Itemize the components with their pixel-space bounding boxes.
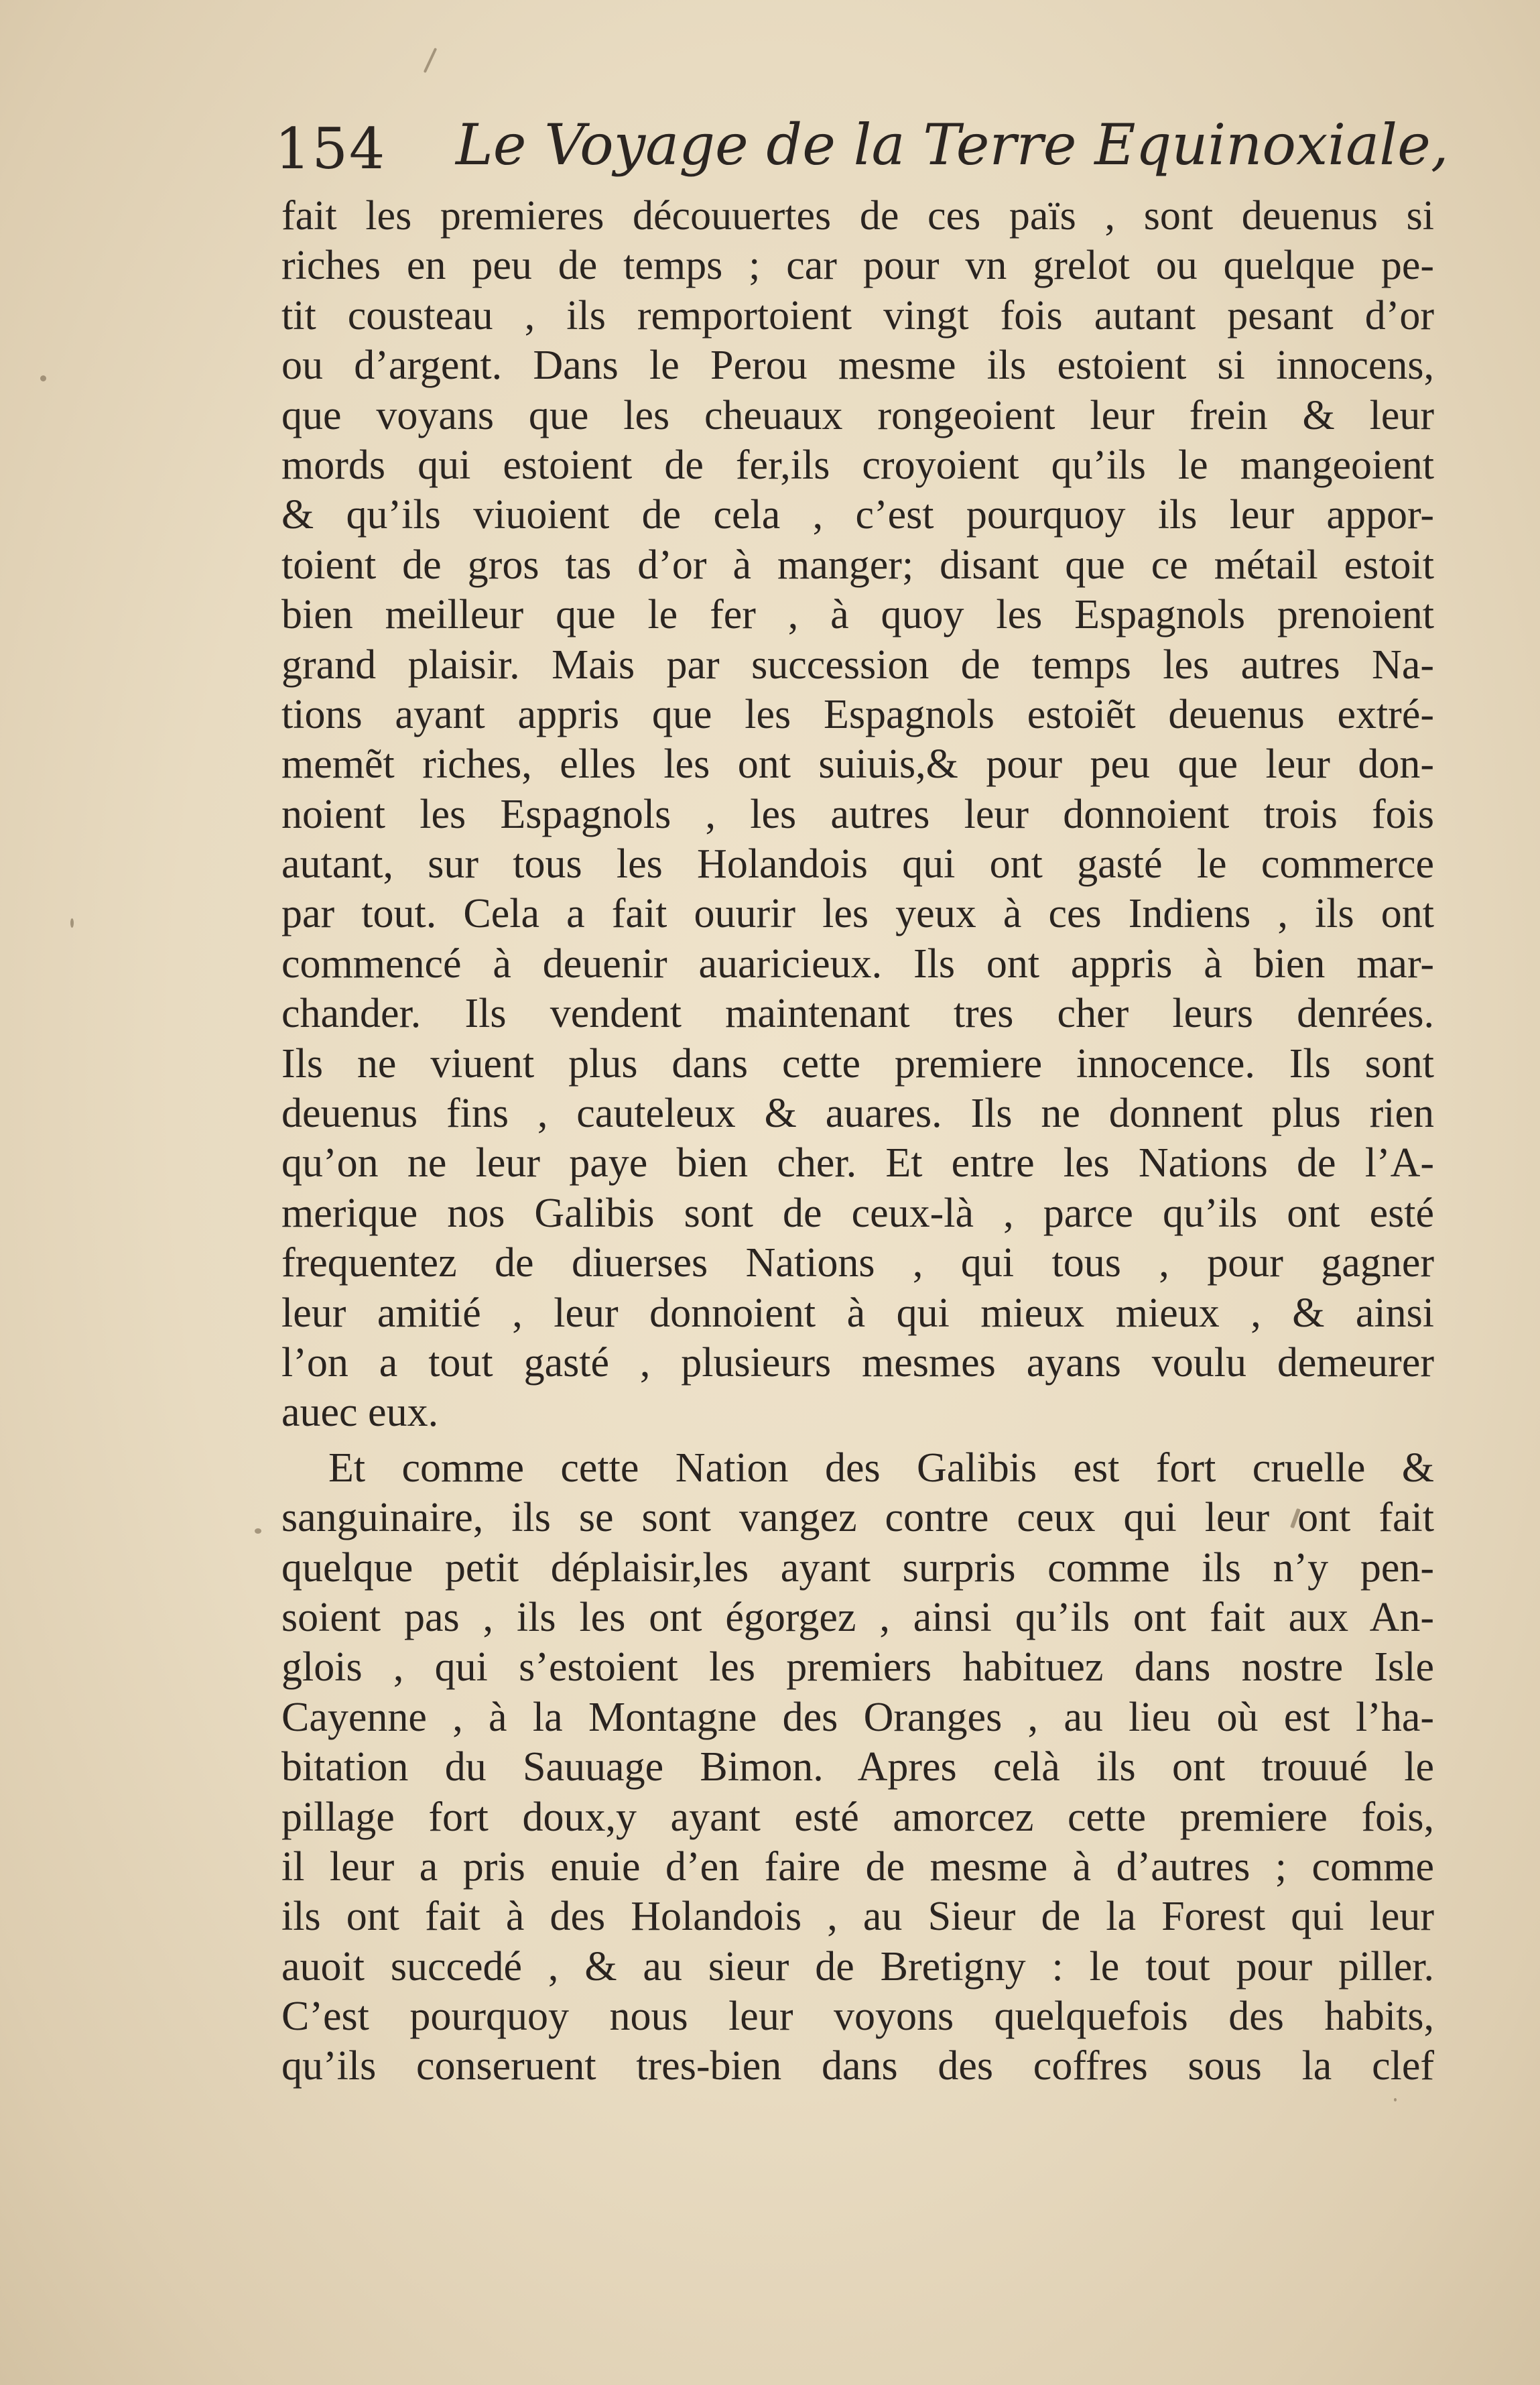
text-line: ou d’argent. Dans le Perou mesme ils estoient si innocens,: [281, 343, 1434, 389]
text-line: quelque petit déplaisir,les ayant surpris comme ils n’y pen-: [281, 1544, 1434, 1591]
text-line: noient les Espagnols , les autres leur donnoient trois fois: [281, 791, 1434, 837]
text-line: chander. Ils vendent maintenant tres cher leurs denrées.: [281, 991, 1434, 1037]
text-line: Cayenne , à la Montagne des Oranges , au lieu où est l’ha-: [281, 1694, 1434, 1740]
text-line: Et comme cette Nation des Galibis est fort cruelle &: [328, 1445, 1434, 1491]
text-line: qu’ils conseruent tres-bien dans des coffres sous la clef: [281, 2043, 1434, 2089]
text-line: par tout. Cela a fait ouurir les yeux à ces Indiens , ils ont: [281, 891, 1434, 937]
text-line: leur amitié , leur donnoient à qui mieux mieux , & ainsi: [281, 1290, 1434, 1336]
text-line: C’est pourquoy nous leur voyons quelquefois des habits,: [281, 1994, 1434, 2040]
paragraph-1: [281, 191, 1434, 1438]
text-line: ils ont fait à des Holandois , au Sieur de la Forest qui leur: [281, 1894, 1434, 1940]
running-header: [268, 111, 1461, 198]
text-line: & qu’ils viuoient de cela , c’est pourquoy ils leur appor-: [281, 492, 1434, 538]
text-line: l’on a tout gasté , plusieurs mesmes ayans voulu demeurer: [281, 1339, 1434, 1386]
paper-speck: [70, 918, 74, 928]
text-line: frequentez de diuerses Nations , qui tous , pour gagner: [281, 1240, 1434, 1286]
text-line: merique nos Galibis sont de ceux-là , parce qu’ils ont esté: [281, 1190, 1434, 1236]
paper-speck: [424, 48, 438, 73]
text-line: tions ayant appris que les Espagnols estoiẽt deuenus extré-: [281, 691, 1434, 737]
page-number: 154: [275, 116, 387, 182]
text-line: soient pas , ils les ont égorgez , ainsi qu’ils ont fait aux An-: [281, 1594, 1434, 1640]
text-line: auec eux.: [281, 1390, 439, 1436]
text-line: riches en peu de temps ; car pour vn grelot ou quelque pe-: [281, 243, 1434, 289]
text-line: bitation du Sauuage Bimon. Apres celà ils ont trouué le: [281, 1744, 1434, 1790]
paragraph-gap: [281, 1438, 1434, 1443]
text-line: toient de gros tas d’or à manger; disant que ce métail estoit: [281, 542, 1434, 588]
text-line: autant, sur tous les Holandois qui ont gasté le commerce: [281, 841, 1434, 888]
text-line: glois , qui s’estoient les premiers habituez dans nostre Isle: [281, 1644, 1434, 1691]
paper-speck: [40, 375, 46, 381]
text-line: sanguinaire, ils se sont vangez contre ceux qui leur ont fait: [281, 1495, 1434, 1541]
text-line: auoit succedé , & au sieur de Bretigny : le tout pour piller.: [281, 1943, 1434, 1990]
paragraph-2: [281, 1443, 1434, 2091]
paper-speck: [1394, 2098, 1397, 2101]
text-line: commencé à deuenir auaricieux. Ils ont appris à bien mar-: [281, 940, 1434, 987]
text-line: grand plaisir. Mais par succession de temps les autres Na-: [281, 641, 1434, 688]
text-line: qu’on ne leur paye bien cher. Et entre les Nations de l’A-: [281, 1140, 1434, 1186]
text-line: fait les premieres découuertes de ces païs , sont deuenus si: [281, 193, 1434, 239]
text-line: pillage fort doux,y ayant esté amorcez cette premiere fois,: [281, 1794, 1434, 1840]
text-line: bien meilleur que le fer , à quoy les Espagnols prenoient: [281, 592, 1434, 638]
text-line: tit cousteau , ils remportoient vingt fois autant pesant d’or: [281, 292, 1434, 339]
body-text: [281, 191, 1434, 2091]
paper-speck: [255, 1528, 261, 1534]
text-line: il leur a pris enuie d’en faire de mesme à d’autres ; comme: [281, 1843, 1434, 1890]
text-line: memẽt riches, elles les ont suiuis,& pour peu que leur don-: [281, 741, 1434, 788]
running-title: Le Voyage de la Terre Equinoxiale,: [456, 112, 1449, 178]
text-line: Ils ne viuent plus dans cette premiere innocence. Ils sont: [281, 1040, 1434, 1087]
text-line: deuenus fins , cauteleux & auares. Ils ne donnent plus rien: [281, 1091, 1434, 1137]
text-line: mords qui estoient de fer,ils croyoient qu’ils le mangeoient: [281, 442, 1434, 488]
text-line: que voyans que les cheuaux rongeoient leur frein & leur: [281, 392, 1434, 438]
